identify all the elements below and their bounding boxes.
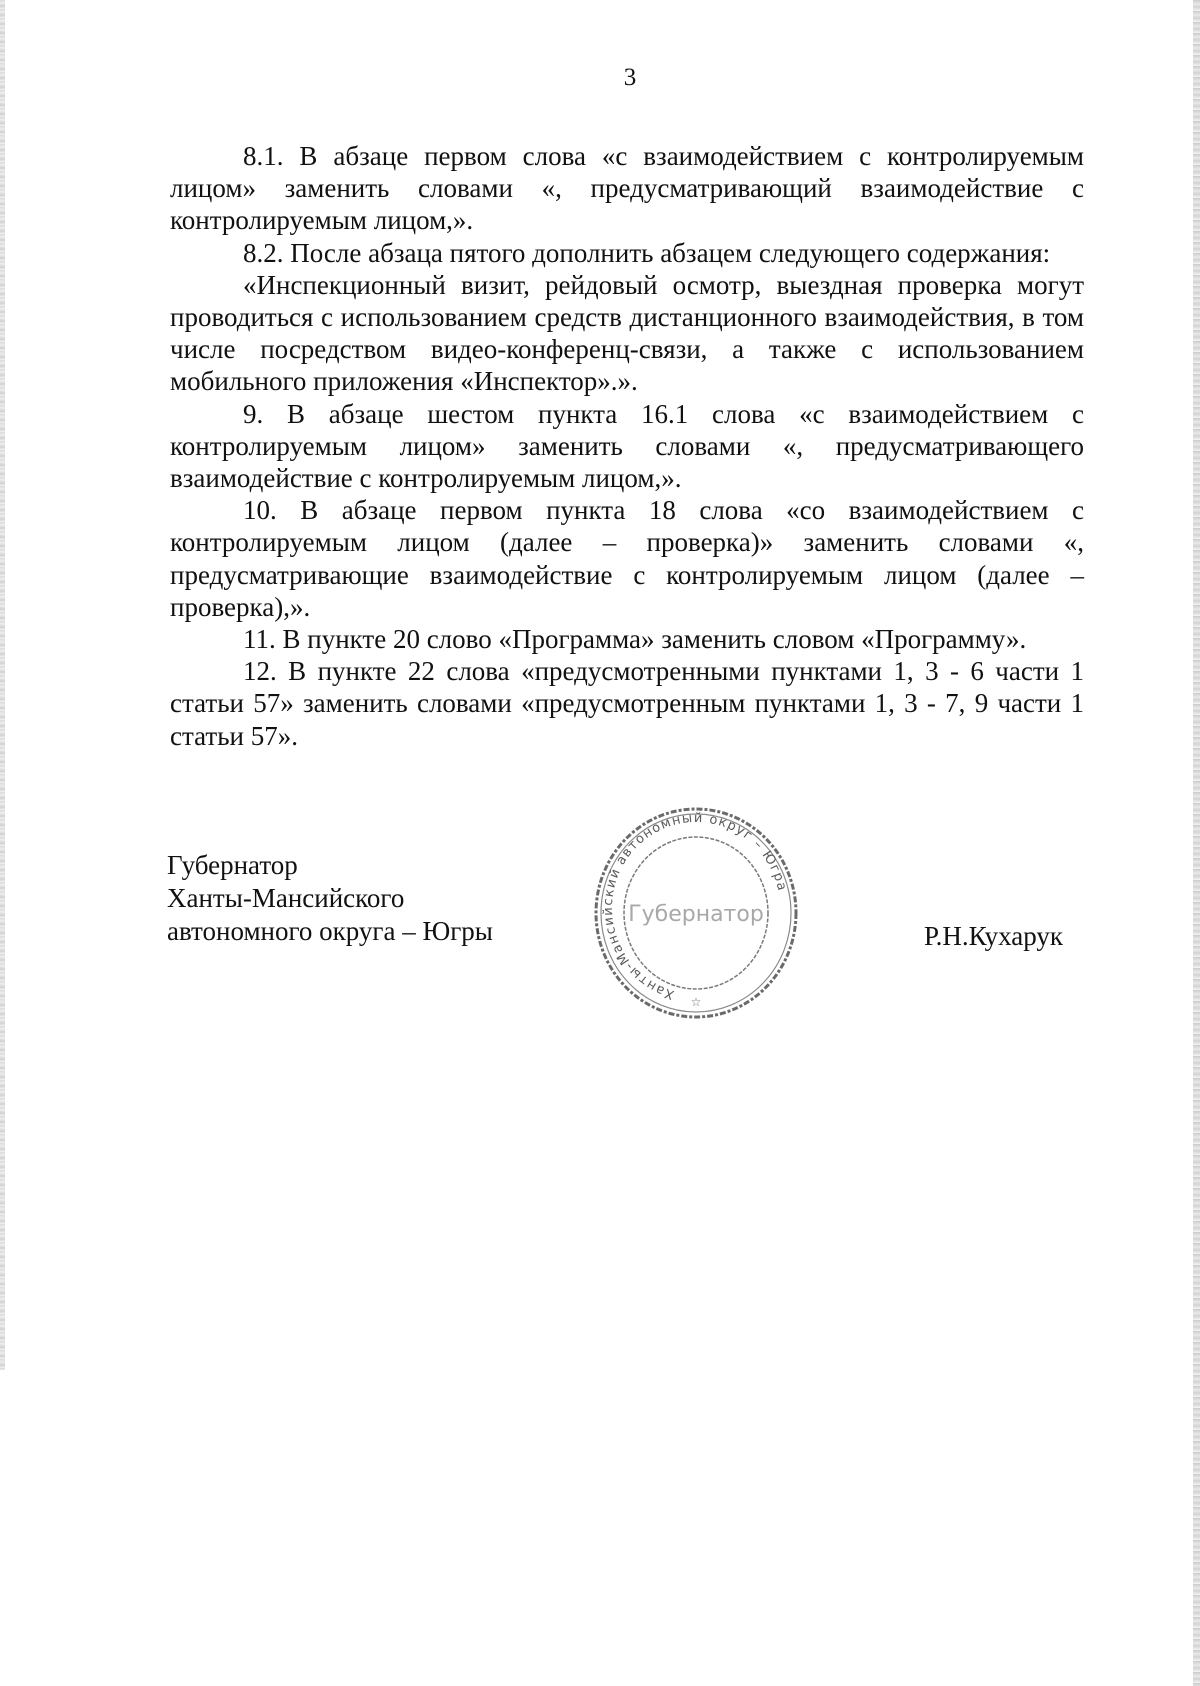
signature-title-line: Губернатор	[167, 850, 298, 880]
signature-title-line: Ханты-Мансийского	[167, 883, 405, 913]
paragraph-9: 9. В абзаце шестом пункта 16.1 слова «с взаимодействием с контролируемым лицом» заменить словами «, предусматривающего взаимодействие с контролируемым лицом,».	[170, 398, 1084, 494]
scan-edge-right	[1193, 0, 1200, 1686]
paragraph-12: 12. В пункте 22 слова «предусмотренными пунктами 1, 3 - 6 части 1 статьи 57» заменить словами «предусмотренным пунктами 1, 3 - 7, 9 части 1 статьи 57».	[170, 656, 1084, 751]
paragraph-11: 11. В пункте 20 слово «Программа» заменить словом «Программу».	[243, 624, 1027, 655]
signature-title-line: автономного округа – Югры	[167, 916, 493, 946]
star-icon: ☆	[690, 995, 702, 1009]
paragraph-8-2: 8.2. После абзаца пятого дополнить абзацем следующего содержания:	[243, 237, 1051, 268]
signature-title	[167, 849, 493, 948]
scan-edge-left	[0, 0, 5, 1370]
paragraph-8-2-quote: «Инспекционный визит, рейдовый осмотр, выездная проверка могут проводиться с использованием средств дистанционного взаимодействия, в том числе посредством видео-конференц-связи, а также с использованием мобильного приложения «Инспектор».».	[170, 269, 1084, 397]
signer-name: Р.Н.Кухарук	[924, 921, 1064, 951]
stamp-ring-text: Ханты-Мансийский автономный округ – Югра	[600, 810, 790, 1002]
paragraph-8-1: 8.1. В абзаце первом слова «с взаимодействием с контролируемым лицом» заменить словами «, предусматривающий взаимодействие с контролируемым лицом,».	[170, 141, 1084, 236]
page-number: 3	[623, 64, 637, 91]
official-seal-stamp	[593, 806, 799, 1020]
document-body	[170, 140, 1084, 752]
stamp-center-text: Губернатор	[628, 902, 764, 927]
paragraph-10: 10. В абзаце первом пункта 18 слова «со взаимодействием с контролируемым лицом (далее – проверка)» заменить словами «, предусматривающие взаимодействие с контролируемым лицом (далее – проверка),».	[170, 495, 1084, 622]
